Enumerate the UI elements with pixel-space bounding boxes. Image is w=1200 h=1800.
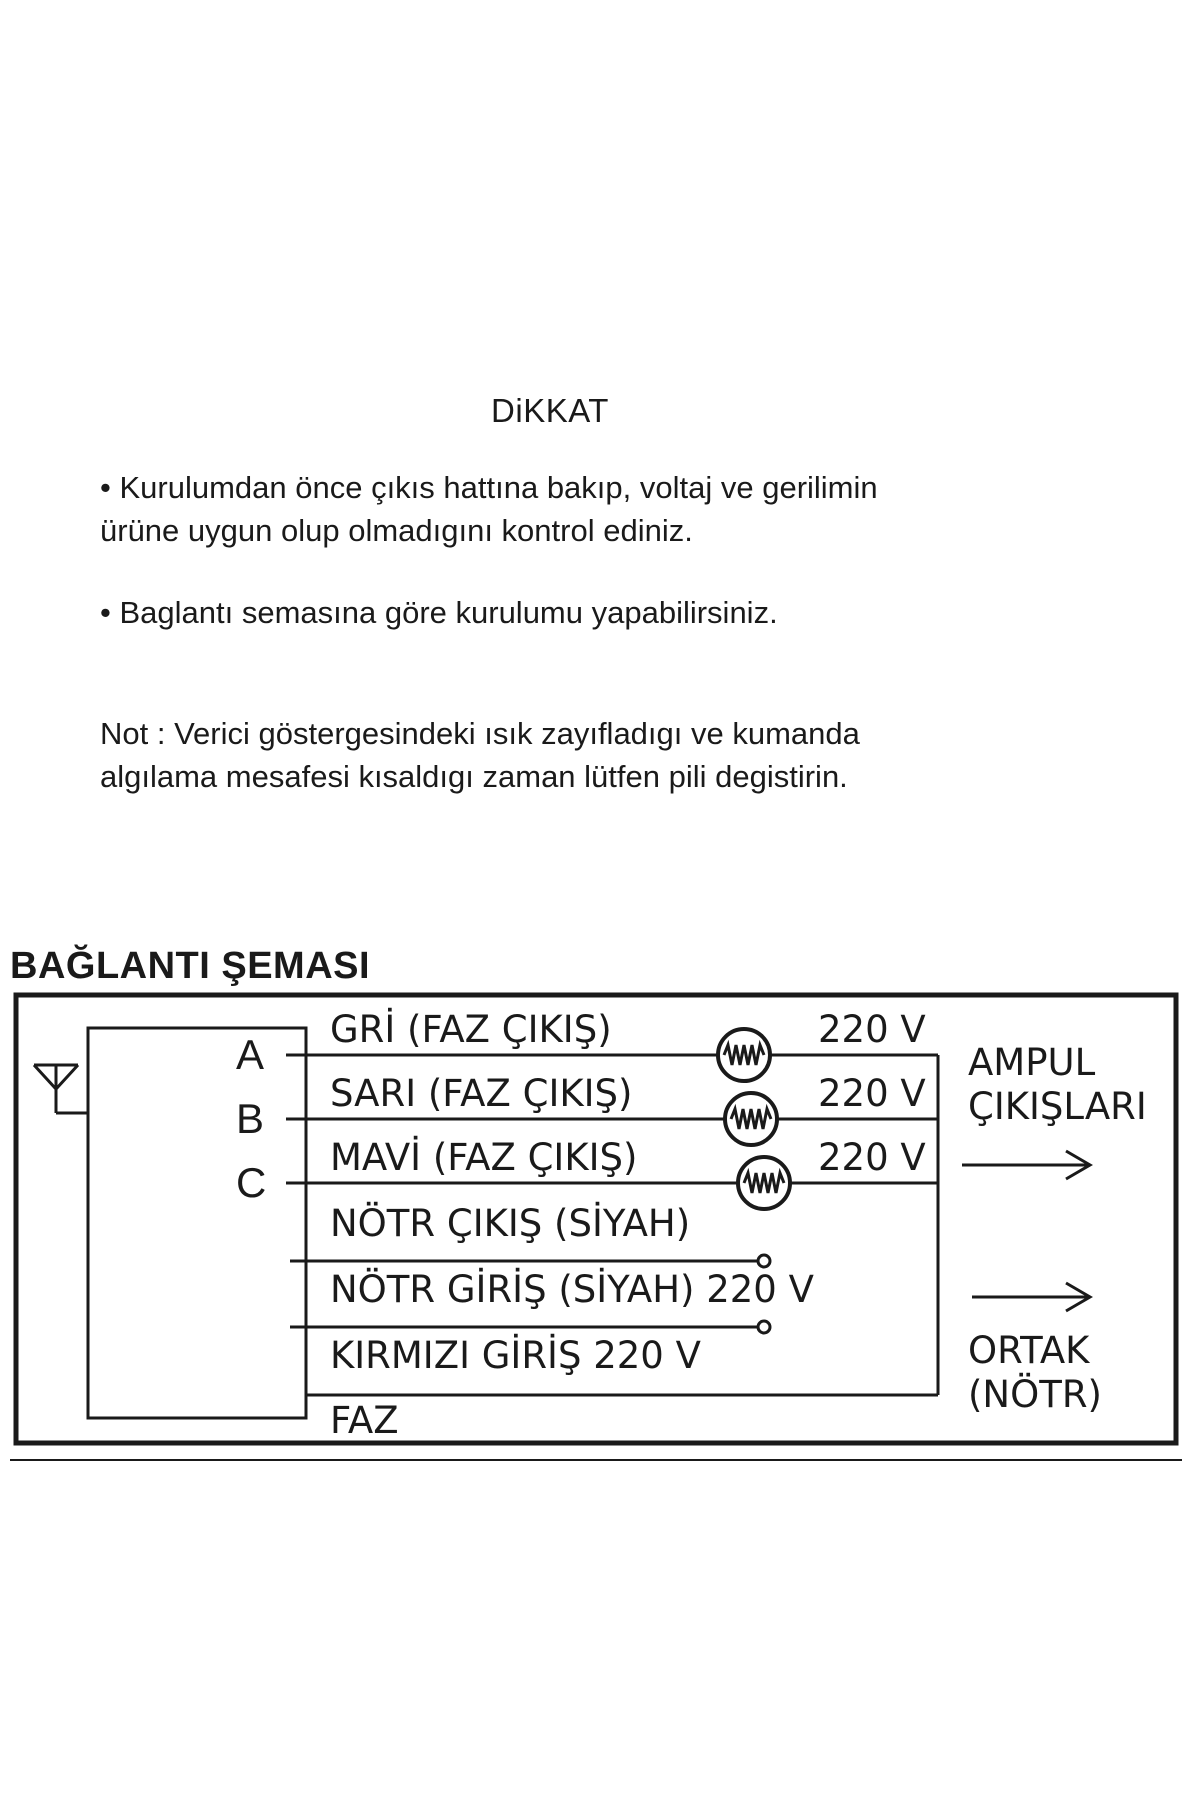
label-faz: FAZ	[330, 1399, 399, 1442]
label-sari: SARI (FAZ ÇIKIŞ)	[330, 1072, 633, 1115]
label-notr-cikis: NÖTR ÇIKIŞ (SİYAH)	[330, 1202, 691, 1245]
terminal-a: A	[236, 1031, 265, 1078]
notice-bullet-2: • Baglantı semasına göre kurulumu yapabilirsiniz.	[100, 595, 778, 630]
voltage-sari: 220 V	[818, 1072, 926, 1115]
terminal-kirmizi	[758, 1321, 770, 1333]
label-notr-giris: NÖTR GİRİŞ (SİYAH) 220 V	[330, 1268, 814, 1311]
lamp-icon	[738, 1157, 790, 1209]
terminal-c: C	[236, 1159, 267, 1206]
notice-title: DiKKAT	[491, 392, 609, 429]
label-kirmizi-giris: KIRMIZI GİRİŞ 220 V	[330, 1334, 701, 1377]
notice-note-line-2: algılama mesafesi kısaldıgı zaman lütfen pili degistirin.	[100, 759, 848, 794]
label-gri: GRİ (FAZ ÇIKIŞ)	[330, 1008, 612, 1051]
common-label-line-1: ORTAK	[968, 1329, 1090, 1372]
wiring-diagram	[0, 985, 1200, 1485]
notice-bullet-1-line-1: • Kurulumdan önce çıkıs hattına bakıp, voltaj ve gerilimin	[100, 470, 878, 505]
arrow-right-icon	[972, 1283, 1090, 1311]
outputs-label-line-2: ÇIKIŞLARI	[968, 1085, 1147, 1128]
common-label-line-2: (NÖTR)	[968, 1373, 1102, 1416]
label-mavi: MAVİ (FAZ ÇIKIŞ)	[330, 1136, 638, 1179]
schema-title: BAĞLANTI ŞEMASI	[10, 945, 371, 987]
antenna-icon	[34, 1065, 88, 1113]
lamp-icon	[718, 1029, 770, 1081]
voltage-gri: 220 V	[818, 1008, 926, 1051]
notice-note-line-1: Not : Verici göstergesindeki ısık zayıfladıgı ve kumanda	[100, 716, 860, 751]
notice-bullet-1-line-2: ürüne uygun olup olmadıgını kontrol ediniz.	[100, 513, 693, 548]
outputs-label-line-1: AMPUL	[968, 1041, 1096, 1084]
lamp-icon	[725, 1093, 777, 1145]
terminal-b: B	[236, 1095, 265, 1142]
voltage-mavi: 220 V	[818, 1136, 926, 1179]
terminal-notr	[758, 1255, 770, 1267]
arrow-right-icon	[962, 1151, 1090, 1179]
receiver-box	[88, 1028, 306, 1418]
